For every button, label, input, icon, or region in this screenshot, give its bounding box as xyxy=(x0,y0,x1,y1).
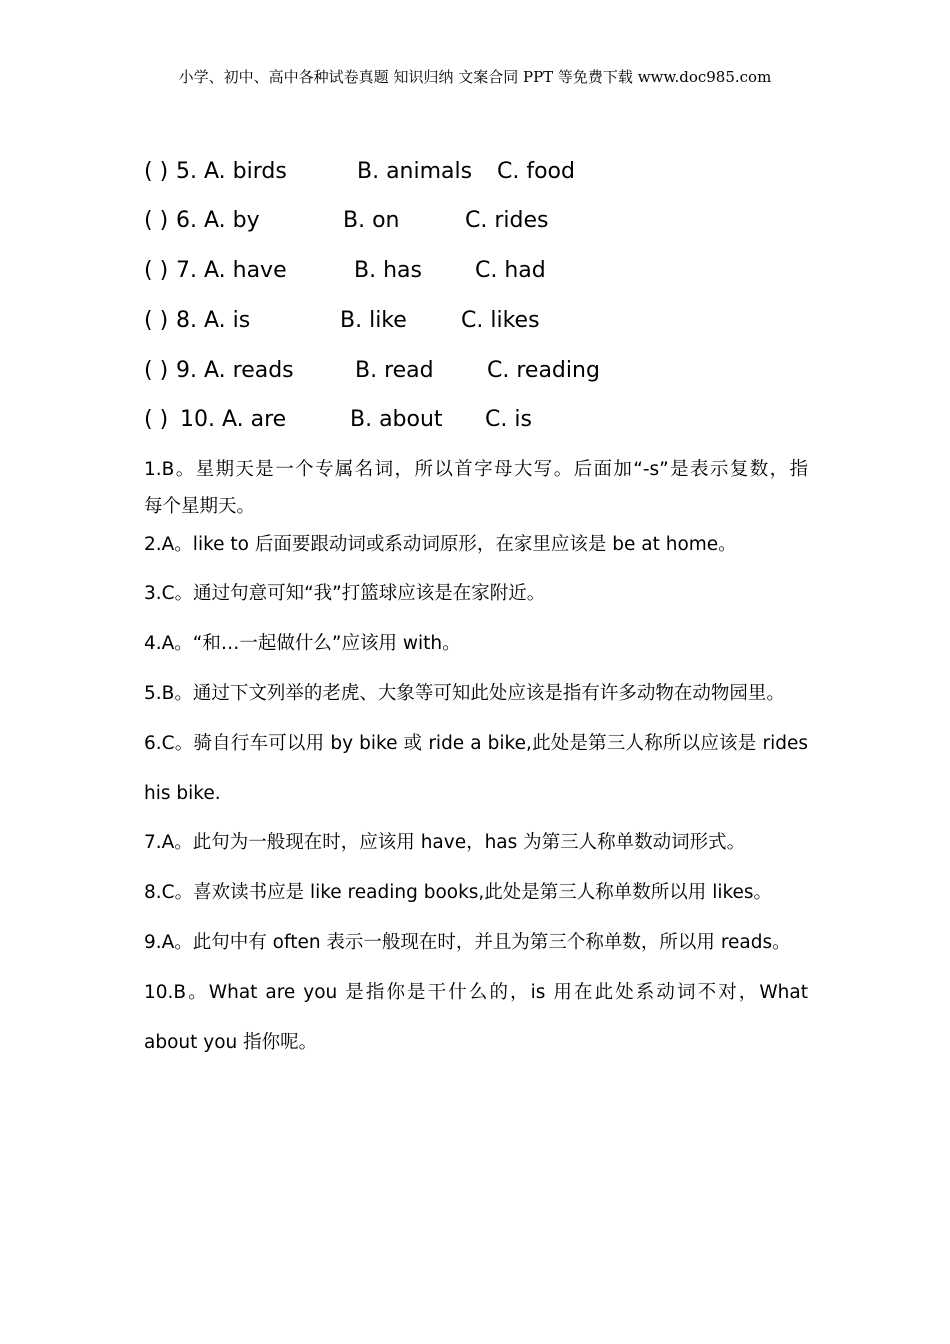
page-header: 小学、初中、高中各种试卷真题 知识归纳 文案合同 PPT 等免费下载 www.doc985.com xyxy=(178,68,772,86)
option-c: C. food xyxy=(497,159,575,184)
answer-10-line-1: 10.B。What are you 是指你是干什么的，is 用在此处系动词不对，What xyxy=(144,982,808,1003)
answer-blank: ( ) xyxy=(144,258,169,283)
option-b: B. animals xyxy=(357,159,473,184)
answer-4: 4.A。“和…一起做什么”应该用 with。 xyxy=(144,633,461,654)
answer-2: 2.A。like to 后面要跟动词或系动词原形，在家里应该是 be at home。 xyxy=(144,534,737,555)
option-c: C. is xyxy=(485,407,532,432)
answer-7: 7.A。此句为一般现在时，应该用 have，has 为第三人称单数动词形式。 xyxy=(144,832,746,853)
option-a: 8. A. is xyxy=(176,308,251,333)
option-c: C. had xyxy=(475,258,546,283)
answer-9: 9.A。此句中有 often 表示一般现在时，并且为第三个称单数，所以用 reads。 xyxy=(144,932,791,953)
option-b: B. like xyxy=(340,308,407,333)
option-a: 6. A. by xyxy=(176,208,260,233)
answer-blank: ( ) xyxy=(144,407,169,432)
option-c: C. reading xyxy=(487,358,600,383)
answer-blank: ( ) xyxy=(144,159,169,184)
option-b: B. read xyxy=(355,358,434,383)
option-a: 7. A. have xyxy=(176,258,287,283)
answer-6-line-2: his bike. xyxy=(144,783,221,804)
answer-10-line-2: about you 指你呢。 xyxy=(144,1032,318,1053)
option-c: C. rides xyxy=(465,208,549,233)
option-c: C. likes xyxy=(461,308,540,333)
answer-1-line-2: 每个星期天。 xyxy=(144,496,256,517)
option-a: 10. A. are xyxy=(180,407,287,432)
answer-blank: ( ) xyxy=(144,208,169,233)
option-b: B. has xyxy=(354,258,422,283)
answer-5: 5.B。通过下文列举的老虎、大象等可知此处应该是指有许多动物在动物园里。 xyxy=(144,683,785,704)
answer-1-line-1: 1.B。星期天是一个专属名词，所以首字母大写。后面加“-s”是表示复数，指 xyxy=(144,459,808,480)
answer-8: 8.C。喜欢读书应是 like reading books,此处是第三人称单数所以用 likes。 xyxy=(144,882,773,903)
option-b: B. about xyxy=(350,407,443,432)
answer-6-line-1: 6.C。骑自行车可以用 by bike 或 ride a bike,此处是第三人称所以应该是 rides xyxy=(144,733,808,754)
option-b: B. on xyxy=(343,208,400,233)
option-a: 9. A. reads xyxy=(176,358,294,383)
answer-blank: ( ) xyxy=(144,308,169,333)
answer-3: 3.C。通过句意可知“我”打篮球应该是在家附近。 xyxy=(144,583,546,604)
option-a: 5. A. birds xyxy=(176,159,287,184)
answer-blank: ( ) xyxy=(144,358,169,383)
